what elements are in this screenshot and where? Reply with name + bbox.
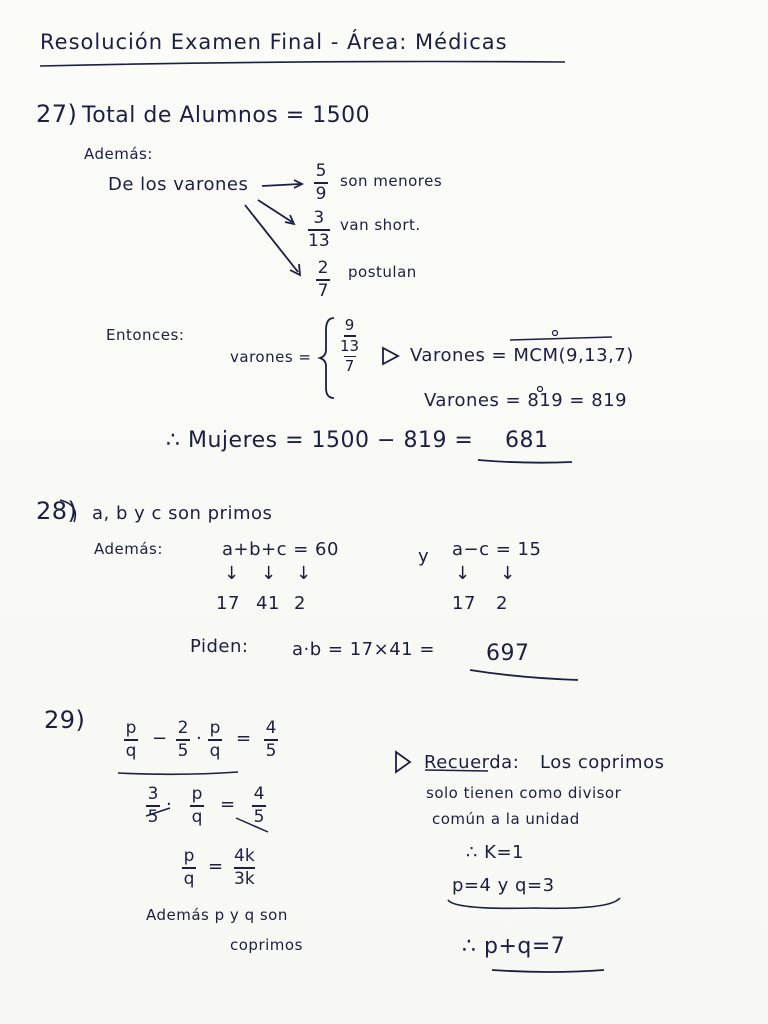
fraction-denominator: 3k [234, 869, 255, 889]
eq3-frac-4k-3k [234, 848, 255, 888]
p28-eq1: a+b+c = 60 [222, 539, 339, 560]
eq1-frac-4-5 [264, 720, 278, 760]
fraction-denominator: q [209, 741, 221, 761]
p29-k: ∴ K=1 [466, 842, 525, 863]
p28-primos-line: a, b y c son primos [92, 503, 273, 524]
p27-son-menores: son menores [340, 172, 443, 190]
problem-28-number: 28) [36, 497, 78, 525]
p28-val-c: 2 [294, 593, 306, 614]
fraction-denominator: q [125, 741, 137, 761]
p27-entonces: Entonces: [106, 326, 185, 344]
p28-val-a: 17 [216, 593, 240, 614]
fraction-numerator: p [125, 718, 137, 738]
minus-sign: − [152, 728, 168, 749]
p28-ademas: Además: [94, 540, 163, 558]
eq1-frac-2-5 [176, 720, 190, 760]
fraction-numerator: 2 [317, 258, 329, 278]
fraction-numerator: p [209, 718, 221, 738]
p27-ademas: Además: [84, 145, 153, 163]
p29-recuerda: Recuerda: [424, 752, 520, 773]
fraction-numerator: 5 [315, 161, 327, 181]
fraction-numerator: p [183, 846, 195, 866]
p28-val-b: 41 [256, 593, 280, 614]
p28-val-a2: 17 [452, 593, 476, 614]
down-arrow-icon: ↓ [500, 563, 516, 584]
equals-sign: = [220, 794, 236, 815]
fraction-denominator: 9 [315, 184, 327, 204]
dot-operator: · [166, 794, 173, 815]
problem-29-number: 29) [44, 706, 86, 734]
column-value: 7 [344, 357, 355, 375]
fraction-denominator: 5 [147, 807, 159, 827]
down-arrow-icon: ↓ [455, 563, 471, 584]
p27-mujeres-line: ∴ Mujeres = 1500 − 819 = [166, 428, 474, 453]
fraction-denominator: 5 [177, 741, 189, 761]
page-title: Resolución Examen Final - Área: Médicas [40, 30, 508, 54]
eq1-frac-p-q-2 [208, 720, 222, 760]
down-arrow-icon: ↓ [261, 563, 277, 584]
p29-line2: solo tienen como divisor [426, 784, 622, 802]
fraction-numerator: 3 [147, 784, 159, 804]
dot-operator: · [196, 728, 203, 749]
p28-eq2: a−c = 15 [452, 539, 542, 560]
p27-mcm-line: Varones = MCM(9,13,7) [410, 345, 634, 366]
fraction-3-13 [308, 210, 330, 250]
fraction-denominator: 13 [308, 231, 330, 251]
eq2-frac-3-5 [146, 786, 160, 826]
p27-total-line: Total de Alumnos = 1500 [82, 103, 371, 128]
eq2-frac-4-5 [252, 786, 266, 826]
fraction-numerator: 4 [265, 718, 277, 738]
equals-sign: = [208, 856, 224, 877]
fraction-2-7 [316, 260, 330, 300]
eq3-frac-p-q [182, 848, 196, 888]
p27-varones-label: varones = [230, 348, 312, 366]
p27-van-short: van short. [340, 216, 421, 234]
fraction-denominator: q [183, 869, 195, 889]
eq1-frac-p-q [124, 720, 138, 760]
p27-de-los-varones: De los varones [108, 174, 249, 195]
p29-recuerda-text: Los coprimos [540, 752, 665, 773]
p27-varones-result: Varones = 819 = 819 [424, 390, 628, 411]
equals-sign: = [236, 728, 252, 749]
p27-answer: 681 [505, 428, 549, 453]
down-arrow-icon: ↓ [296, 563, 312, 584]
p28-y: y [418, 546, 430, 567]
p28-piden: Piden: [190, 636, 249, 657]
fraction-numerator: 4k [234, 846, 255, 866]
fraction-numerator: 2 [177, 718, 189, 738]
p28-val-c2: 2 [496, 593, 508, 614]
eq2-frac-p-q [190, 786, 204, 826]
p29-coprimos: coprimos [230, 936, 303, 954]
fraction-denominator: q [191, 807, 203, 827]
fraction-numerator: 4 [253, 784, 265, 804]
p29-final: ∴ p+q=7 [462, 934, 566, 959]
p29-pq: p=4 y q=3 [452, 875, 555, 896]
fraction-numerator: 3 [313, 208, 325, 228]
column-value: 13 [340, 336, 360, 355]
fraction-numerator: p [191, 784, 203, 804]
down-arrow-icon: ↓ [224, 563, 240, 584]
fraction-denominator: 5 [253, 807, 265, 827]
p28-piden-expr: a·b = 17×41 = [292, 639, 435, 660]
fraction-5-9 [314, 163, 328, 203]
column-value: 9 [344, 316, 355, 334]
p27-postulan: postulan [348, 263, 417, 281]
p28-answer: 697 [486, 641, 530, 666]
problem-27-number: 27) [36, 100, 78, 128]
p29-line3: común a la unidad [432, 810, 580, 828]
fraction-denominator: 7 [317, 281, 329, 301]
varones-fraction-column [340, 318, 359, 374]
fraction-denominator: 5 [265, 741, 277, 761]
p29-ademas: Además p y q son [146, 906, 288, 924]
